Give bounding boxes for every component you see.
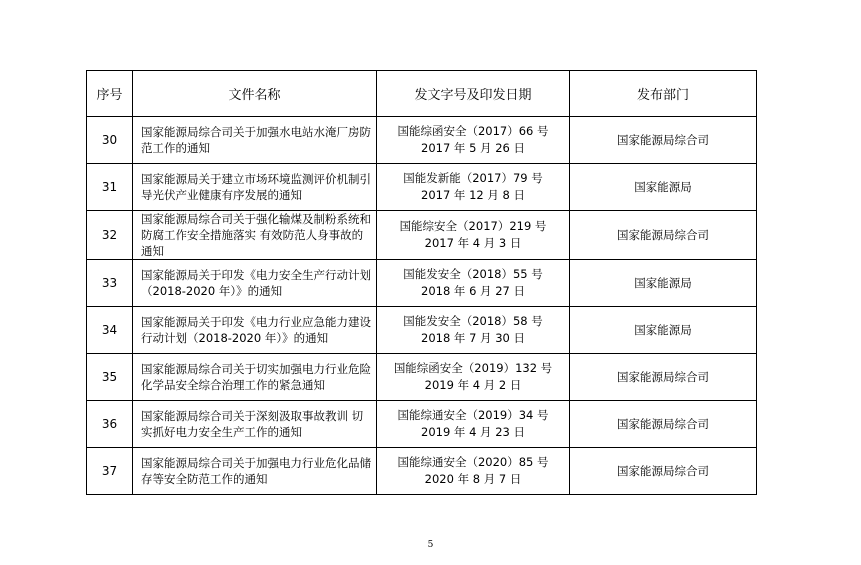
row-index: 31 (87, 164, 133, 211)
row-date: 2018 年 7 月 30 日 (421, 331, 525, 345)
row-doc-number-cell (377, 448, 570, 495)
row-doc-number-cell (377, 211, 570, 260)
row-department: 国家能源局综合司 (570, 448, 757, 495)
row-date: 2017 年 4 月 3 日 (424, 236, 522, 250)
row-index: 36 (87, 401, 133, 448)
row-doc-number-cell (377, 354, 570, 401)
row-department: 国家能源局综合司 (570, 354, 757, 401)
table-header-row (87, 71, 757, 117)
row-department: 国家能源局 (570, 307, 757, 354)
table-header (87, 71, 757, 117)
table-row (87, 260, 757, 307)
row-date: 2017 年 5 月 26 日 (421, 141, 525, 155)
row-doc-number-cell (377, 307, 570, 354)
row-title: 国家能源局综合司关于深刻汲取事故教训 切实抓好电力安全生产工作的通知 (133, 401, 377, 448)
table-row (87, 211, 757, 260)
row-date: 2017 年 12 月 8 日 (421, 188, 525, 202)
table-row (87, 117, 757, 164)
table-row (87, 164, 757, 211)
row-date: 2019 年 4 月 2 日 (424, 378, 522, 392)
row-doc-number: 国能综通安全（2020）85 号 (397, 455, 549, 469)
header-department: 发布部门 (570, 71, 757, 117)
row-doc-number: 国能发安全（2018）55 号 (403, 267, 543, 281)
row-title: 国家能源局综合司关于强化输煤及制粉系统和防腐工作安全措施落实 有效防范人身事故的通知 (133, 211, 377, 260)
row-index: 37 (87, 448, 133, 495)
table-row (87, 354, 757, 401)
table-body (87, 117, 757, 495)
regulations-table (86, 70, 757, 495)
row-doc-number: 国能综函安全（2019）132 号 (393, 361, 553, 375)
row-department: 国家能源局综合司 (570, 211, 757, 260)
table-row (87, 448, 757, 495)
row-date: 2018 年 6 月 27 日 (421, 284, 525, 298)
table-row (87, 307, 757, 354)
row-doc-number: 国能综函安全（2017）66 号 (397, 124, 549, 138)
row-index: 34 (87, 307, 133, 354)
row-index: 33 (87, 260, 133, 307)
row-doc-number-cell (377, 260, 570, 307)
row-title: 国家能源局综合司关于加强电力行业危化品储存等安全防范工作的通知 (133, 448, 377, 495)
row-date: 2019 年 4 月 23 日 (421, 425, 525, 439)
row-title: 国家能源局关于印发《电力安全生产行动计划（2018-2020 年）》的通知 (133, 260, 377, 307)
row-department: 国家能源局 (570, 164, 757, 211)
row-doc-number: 国能发安全（2018）58 号 (403, 314, 543, 328)
row-doc-number-cell (377, 401, 570, 448)
row-department: 国家能源局 (570, 260, 757, 307)
header-doc-number: 发文字号及印发日期 (377, 71, 570, 117)
row-index: 35 (87, 354, 133, 401)
page-number: 5 (427, 540, 434, 550)
row-index: 32 (87, 211, 133, 260)
header-title: 文件名称 (133, 71, 377, 117)
table-row (87, 401, 757, 448)
row-title: 国家能源局关于印发《电力行业应急能力建设行动计划（2018-2020 年）》的通知 (133, 307, 377, 354)
row-date: 2020 年 8 月 7 日 (424, 472, 522, 486)
row-doc-number-cell (377, 117, 570, 164)
row-title: 国家能源局关于建立市场环境监测评价机制引导光伏产业健康有序发展的通知 (133, 164, 377, 211)
row-title: 国家能源局综合司关于切实加强电力行业危险化学品安全综合治理工作的紧急通知 (133, 354, 377, 401)
row-department: 国家能源局综合司 (570, 401, 757, 448)
row-doc-number: 国能综通安全（2019）34 号 (397, 408, 549, 422)
header-index: 序号 (87, 71, 133, 117)
row-index: 30 (87, 117, 133, 164)
row-doc-number-cell (377, 164, 570, 211)
row-doc-number: 国能综安全（2017）219 号 (399, 219, 547, 233)
row-department: 国家能源局综合司 (570, 117, 757, 164)
row-title: 国家能源局综合司关于加强水电站水淹厂房防范工作的通知 (133, 117, 377, 164)
row-doc-number: 国能发新能（2017）79 号 (403, 171, 543, 185)
